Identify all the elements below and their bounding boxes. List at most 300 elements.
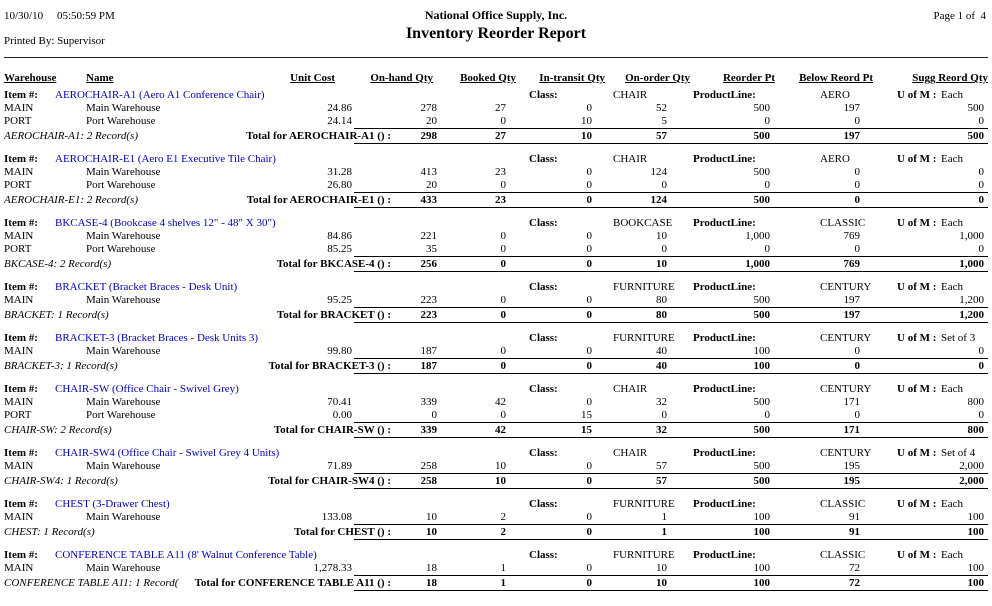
col-intransit-qty: In-transit Qty: [539, 72, 605, 84]
item-link[interactable]: CHEST (3-Drawer Chest): [55, 498, 170, 510]
reorder-pt-value: 500: [753, 396, 770, 408]
class-label: Class:: [529, 89, 558, 101]
sugg-reord-qty-value: 500: [967, 102, 984, 114]
intransit-qty-value: 0: [586, 102, 592, 114]
page-indicator: Page 1 of 4: [933, 10, 986, 22]
unit-cost-value: 99.80: [327, 345, 352, 357]
total-onhand: 18: [354, 575, 449, 591]
warehouse-row: [4, 345, 988, 358]
below-reord-pt-value: 91: [849, 511, 860, 523]
print-time: 05:50:59 PM: [57, 10, 115, 22]
warehouse-code: MAIN: [4, 460, 34, 472]
onorder-qty-value: 0: [661, 409, 667, 421]
onhand-qty-value: 339: [420, 396, 437, 408]
total-onorder: 1: [622, 524, 707, 540]
uom-value: Each: [941, 281, 963, 293]
class-label: Class:: [529, 281, 558, 293]
class-value: CHAIR: [613, 383, 648, 395]
unit-cost-value: 1,278.33: [313, 562, 352, 574]
total-sugg: 0: [890, 192, 988, 208]
product-line-value: CENTURY: [820, 332, 872, 344]
warehouse-code: PORT: [4, 243, 32, 255]
item-block: [4, 216, 988, 272]
warehouse-row: [4, 230, 988, 243]
warehouse-row: [4, 460, 988, 473]
product-line-label: ProductLine:: [693, 281, 756, 293]
warehouse-row: [4, 396, 988, 409]
item-link[interactable]: AEROCHAIR-E1 (Aero E1 Executive Tile Chair): [55, 153, 276, 165]
total-onorder: 124: [622, 192, 707, 208]
total-booked: 10: [449, 473, 532, 489]
sugg-reord-qty-value: 1,200: [959, 294, 984, 306]
onhand-qty-value: 20: [426, 179, 437, 191]
warehouse-code: MAIN: [4, 396, 34, 408]
intransit-qty-value: 0: [586, 460, 592, 472]
warehouse-code: MAIN: [4, 230, 34, 242]
company-name: National Office Supply, Inc.: [424, 8, 568, 22]
print-date: 10/30/10: [4, 10, 44, 22]
total-sugg: 500: [890, 128, 988, 144]
unit-cost-value: 84.86: [327, 230, 352, 242]
total-reorder: 500: [707, 473, 792, 489]
booked-qty-value: 0: [500, 243, 506, 255]
reorder-pt-value: 100: [753, 562, 770, 574]
onhand-qty-value: 413: [420, 166, 437, 178]
total-onhand: 256: [354, 256, 449, 272]
below-reord-pt-value: 769: [843, 230, 860, 242]
uom-value: Each: [941, 383, 963, 395]
total-booked: 23: [449, 192, 532, 208]
total-label: Total for AEROCHAIR-A1 () :: [246, 130, 391, 142]
onorder-qty-value: 32: [656, 396, 667, 408]
intransit-qty-value: 0: [586, 511, 592, 523]
record-count: CHEST: 1 Record(s): [4, 526, 95, 538]
product-line-value: CLASSIC: [820, 549, 866, 561]
warehouse-code: MAIN: [4, 166, 34, 178]
total-label: Total for BRACKET-3 () :: [268, 360, 391, 372]
unit-cost-value: 26.80: [327, 179, 352, 191]
total-values-row: [4, 256, 988, 272]
reorder-pt-value: 0: [764, 179, 770, 191]
uom-value: Each: [941, 498, 963, 510]
total-intransit: 0: [532, 473, 622, 489]
warehouse-name: Port Warehouse: [86, 409, 156, 421]
item-number-label: Item #:: [4, 383, 38, 395]
unit-cost-value: 31.28: [327, 166, 352, 178]
below-reord-pt-value: 72: [849, 562, 860, 574]
item-header-row: [4, 216, 988, 230]
item-block: [4, 152, 988, 208]
warehouse-name: Port Warehouse: [86, 243, 156, 255]
sugg-reord-qty-value: 100: [967, 511, 984, 523]
item-total-row: [4, 575, 988, 591]
total-intransit: 0: [532, 358, 622, 374]
item-header-row: [4, 152, 988, 166]
product-line-label: ProductLine:: [693, 447, 756, 459]
total-booked: 0: [449, 256, 532, 272]
product-line-value: CENTURY: [820, 383, 872, 395]
warehouse-row: [4, 115, 988, 128]
onorder-qty-value: 57: [656, 460, 667, 472]
col-unit-cost: Unit Cost: [290, 72, 335, 84]
class-value: FURNITURE: [613, 281, 675, 293]
onorder-qty-value: 80: [656, 294, 667, 306]
total-reorder: 100: [707, 358, 792, 374]
total-onhand: 223: [354, 307, 449, 323]
total-values-row: [4, 192, 988, 208]
col-reorder-pt: Reorder Pt: [722, 72, 775, 84]
item-number-label: Item #:: [4, 332, 38, 344]
booked-qty-value: 0: [500, 179, 506, 191]
total-values-row: [4, 524, 988, 540]
item-link[interactable]: BKCASE-4 (Bookcase 4 shelves 12" - 48" X 30"): [55, 217, 276, 229]
total-booked: 0: [449, 307, 532, 323]
warehouse-name: Main Warehouse: [86, 166, 161, 178]
warehouse-code: MAIN: [4, 294, 34, 306]
item-header-row: [4, 548, 988, 562]
total-sugg: 2,000: [890, 473, 988, 489]
reorder-pt-value: 100: [753, 345, 770, 357]
item-total-row: [4, 256, 988, 272]
total-below: 0: [792, 192, 890, 208]
total-label: Total for BKCASE-4 () :: [276, 258, 391, 270]
item-link[interactable]: CHAIR-SW (Office Chair - Swivel Grey): [55, 383, 239, 395]
item-block: [4, 497, 988, 540]
item-total-row: [4, 192, 988, 208]
warehouse-name: Main Warehouse: [86, 230, 161, 242]
onhand-qty-value: 278: [420, 102, 437, 114]
total-reorder: 100: [707, 575, 792, 591]
uom-value: Each: [941, 89, 963, 101]
total-intransit: 0: [532, 307, 622, 323]
product-line-label: ProductLine:: [693, 383, 756, 395]
page-title: Inventory Reorder Report: [405, 25, 587, 42]
intransit-qty-value: 0: [586, 243, 592, 255]
below-reord-pt-value: 0: [854, 345, 860, 357]
unit-cost-value: 70.41: [327, 396, 352, 408]
warehouse-name: Main Warehouse: [86, 396, 161, 408]
sugg-reord-qty-value: 0: [978, 179, 984, 191]
total-sugg: 100: [890, 575, 988, 591]
total-below: 197: [792, 128, 890, 144]
sugg-reord-qty-value: 0: [978, 345, 984, 357]
item-number-label: Item #:: [4, 153, 38, 165]
col-onhand-qty: On-hand Qty: [370, 72, 433, 84]
reorder-pt-value: 500: [753, 102, 770, 114]
sugg-reord-qty-value: 800: [967, 396, 984, 408]
record-count: CONFERENCE TABLE A11: 1 Record(: [4, 577, 179, 589]
total-onhand: 339: [354, 422, 449, 438]
sugg-reord-qty-value: 0: [978, 115, 984, 127]
uom-value: Set of 4: [941, 447, 976, 459]
class-label: Class:: [529, 498, 558, 510]
intransit-qty-value: 15: [581, 409, 592, 421]
product-line-value: AERO: [820, 153, 850, 165]
below-reord-pt-value: 195: [843, 460, 860, 472]
item-link[interactable]: CONFERENCE TABLE A11 (8' Walnut Conference Table): [55, 549, 317, 561]
sugg-reord-qty-value: 100: [967, 562, 984, 574]
total-label: Total for CHAIR-SW4 () :: [268, 475, 391, 487]
col-name: Name: [86, 72, 114, 84]
uom-label: U of M :: [897, 153, 937, 165]
total-onorder: 57: [622, 473, 707, 489]
total-sugg: 1,200: [890, 307, 988, 323]
col-below-reord-pt: Below Reord Pt: [799, 72, 873, 84]
below-reord-pt-value: 171: [843, 396, 860, 408]
warehouse-row: [4, 562, 988, 575]
booked-qty-value: 0: [500, 294, 506, 306]
booked-qty-value: 0: [500, 345, 506, 357]
total-booked: 1: [449, 575, 532, 591]
item-block: [4, 280, 988, 323]
report-header: [4, 0, 988, 58]
report-body: [4, 88, 988, 591]
onhand-qty-value: 0: [431, 409, 437, 421]
product-line-label: ProductLine:: [693, 217, 756, 229]
total-below: 171: [792, 422, 890, 438]
reorder-pt-value: 1,000: [745, 230, 770, 242]
warehouse-code: PORT: [4, 115, 32, 127]
onorder-qty-value: 52: [656, 102, 667, 114]
product-line-value: CENTURY: [820, 281, 872, 293]
class-value: FURNITURE: [613, 498, 675, 510]
total-booked: 27: [449, 128, 532, 144]
onorder-qty-value: 0: [661, 179, 667, 191]
below-reord-pt-value: 0: [854, 409, 860, 421]
product-line-label: ProductLine:: [693, 498, 756, 510]
total-reorder: 500: [707, 422, 792, 438]
total-label: Total for BRACKET () :: [276, 309, 391, 321]
total-reorder: 500: [707, 192, 792, 208]
onhand-qty-value: 187: [420, 345, 437, 357]
class-label: Class:: [529, 447, 558, 459]
item-header-row: [4, 280, 988, 294]
total-intransit: 0: [532, 256, 622, 272]
warehouse-code: MAIN: [4, 562, 34, 574]
below-reord-pt-value: 0: [854, 115, 860, 127]
total-sugg: 1,000: [890, 256, 988, 272]
booked-qty-value: 0: [500, 409, 506, 421]
item-total-row: [4, 473, 988, 489]
printed-by: Printed By: Supervisor: [4, 35, 105, 47]
total-values-row: [4, 128, 988, 144]
class-value: CHAIR: [613, 89, 648, 101]
below-reord-pt-value: 197: [843, 294, 860, 306]
class-label: Class:: [529, 153, 558, 165]
total-label: Total for CONFERENCE TABLE A11 () :: [194, 577, 391, 589]
class-value: CHAIR: [613, 153, 648, 165]
onhand-qty-value: 35: [426, 243, 437, 255]
item-total-row: [4, 524, 988, 540]
onorder-qty-value: 0: [661, 243, 667, 255]
item-number-label: Item #:: [4, 217, 38, 229]
total-booked: 2: [449, 524, 532, 540]
below-reord-pt-value: 197: [843, 102, 860, 114]
onhand-qty-value: 223: [420, 294, 437, 306]
warehouse-name: Main Warehouse: [86, 102, 161, 114]
intransit-qty-value: 0: [586, 562, 592, 574]
reorder-pt-value: 500: [753, 460, 770, 472]
uom-label: U of M :: [897, 281, 937, 293]
warehouse-code: PORT: [4, 179, 32, 191]
item-number-label: Item #:: [4, 498, 38, 510]
total-onorder: 10: [622, 256, 707, 272]
onhand-qty-value: 20: [426, 115, 437, 127]
col-onorder-qty: On-order Qty: [625, 72, 690, 84]
item-header-row: [4, 331, 988, 345]
class-value: FURNITURE: [613, 549, 675, 561]
warehouse-row: [4, 179, 988, 192]
sugg-reord-qty-value: 0: [978, 166, 984, 178]
item-total-row: [4, 128, 988, 144]
warehouse-row: [4, 102, 988, 115]
warehouse-row: [4, 511, 988, 524]
record-count: BRACKET-3: 1 Record(s): [4, 360, 118, 372]
onhand-qty-value: 10: [426, 511, 437, 523]
below-reord-pt-value: 0: [854, 243, 860, 255]
intransit-qty-value: 0: [586, 179, 592, 191]
product-line-label: ProductLine:: [693, 332, 756, 344]
total-values-row: [4, 473, 988, 489]
class-label: Class:: [529, 332, 558, 344]
item-total-row: [4, 422, 988, 438]
warehouse-row: [4, 243, 988, 256]
item-number-label: Item #:: [4, 89, 38, 101]
uom-value: Each: [941, 153, 963, 165]
total-onorder: 10: [622, 575, 707, 591]
product-line-value: CLASSIC: [820, 217, 866, 229]
booked-qty-value: 0: [500, 115, 506, 127]
unit-cost-value: 133.08: [321, 511, 352, 523]
uom-label: U of M :: [897, 217, 937, 229]
onhand-qty-value: 221: [420, 230, 437, 242]
product-line-value: CENTURY: [820, 447, 872, 459]
item-link[interactable]: AEROCHAIR-A1 (Aero A1 Conference Chair): [55, 89, 265, 101]
total-label: Total for CHEST () :: [294, 526, 391, 538]
total-reorder: 1,000: [707, 256, 792, 272]
item-link[interactable]: BRACKET-3 (Bracket Braces - Desk Units 3): [55, 332, 259, 344]
reorder-pt-value: 500: [753, 294, 770, 306]
total-intransit: 0: [532, 524, 622, 540]
item-header-row: [4, 382, 988, 396]
item-number-label: Item #:: [4, 549, 38, 561]
booked-qty-value: 1: [500, 562, 506, 574]
total-below: 195: [792, 473, 890, 489]
reorder-pt-value: 500: [753, 166, 770, 178]
total-onorder: 57: [622, 128, 707, 144]
sugg-reord-qty-value: 0: [978, 409, 984, 421]
intransit-qty-value: 10: [581, 115, 592, 127]
total-intransit: 0: [532, 192, 622, 208]
warehouse-code: MAIN: [4, 511, 34, 523]
total-below: 72: [792, 575, 890, 591]
total-onhand: 187: [354, 358, 449, 374]
warehouse-name: Main Warehouse: [86, 345, 161, 357]
item-header-row: [4, 446, 988, 460]
record-count: CHAIR-SW: 2 Record(s): [4, 424, 112, 436]
record-count: BKCASE-4: 2 Record(s): [4, 258, 112, 270]
uom-label: U of M :: [897, 447, 937, 459]
total-label: Total for CHAIR-SW () :: [273, 424, 391, 436]
unit-cost-value: 71.89: [327, 460, 352, 472]
item-block: [4, 331, 988, 374]
uom-label: U of M :: [897, 549, 937, 561]
product-line-label: ProductLine:: [693, 89, 756, 101]
class-value: FURNITURE: [613, 332, 675, 344]
onorder-qty-value: 124: [650, 166, 667, 178]
total-booked: 42: [449, 422, 532, 438]
warehouse-code: MAIN: [4, 102, 34, 114]
total-booked: 0: [449, 358, 532, 374]
item-header-row: [4, 497, 988, 511]
unit-cost-value: 24.14: [327, 115, 352, 127]
onhand-qty-value: 258: [420, 460, 437, 472]
total-sugg: 100: [890, 524, 988, 540]
intransit-qty-value: 0: [586, 396, 592, 408]
booked-qty-value: 27: [495, 102, 506, 114]
total-values-row: [4, 307, 988, 323]
total-sugg: 800: [890, 422, 988, 438]
class-label: Class:: [529, 217, 558, 229]
item-total-row: [4, 358, 988, 374]
uom-label: U of M :: [897, 89, 937, 101]
total-below: 0: [792, 358, 890, 374]
total-onhand: 433: [354, 192, 449, 208]
total-intransit: 10: [532, 128, 622, 144]
uom-label: U of M :: [897, 498, 937, 510]
total-reorder: 500: [707, 307, 792, 323]
item-link[interactable]: CHAIR-SW4 (Office Chair - Swivel Grey 4 Units): [55, 447, 280, 459]
total-intransit: 15: [532, 422, 622, 438]
warehouse-name: Main Warehouse: [86, 511, 161, 523]
product-line-label: ProductLine:: [693, 153, 756, 165]
warehouse-code: MAIN: [4, 345, 34, 357]
uom-value: Each: [941, 549, 963, 561]
warehouse-name: Port Warehouse: [86, 115, 156, 127]
sugg-reord-qty-value: 2,000: [959, 460, 984, 472]
product-line-label: ProductLine:: [693, 549, 756, 561]
total-onorder: 40: [622, 358, 707, 374]
warehouse-name: Main Warehouse: [86, 460, 161, 472]
sugg-reord-qty-value: 0: [978, 243, 984, 255]
total-reorder: 500: [707, 128, 792, 144]
booked-qty-value: 0: [500, 230, 506, 242]
item-block: [4, 88, 988, 144]
onorder-qty-value: 10: [656, 230, 667, 242]
uom-value: Each: [941, 217, 963, 229]
booked-qty-value: 42: [495, 396, 506, 408]
intransit-qty-value: 0: [586, 294, 592, 306]
total-onorder: 32: [622, 422, 707, 438]
product-line-value: CLASSIC: [820, 498, 866, 510]
total-values-row: [4, 422, 988, 438]
warehouse-name: Port Warehouse: [86, 179, 156, 191]
warehouse-row: [4, 294, 988, 307]
total-intransit: 0: [532, 575, 622, 591]
total-below: 197: [792, 307, 890, 323]
onorder-qty-value: 40: [656, 345, 667, 357]
unit-cost-value: 85.25: [327, 243, 352, 255]
reorder-pt-value: 0: [764, 115, 770, 127]
warehouse-name: Main Warehouse: [86, 294, 161, 306]
reorder-pt-value: 0: [764, 243, 770, 255]
onorder-qty-value: 1: [661, 511, 667, 523]
item-header-row: [4, 88, 988, 102]
sugg-reord-qty-value: 1,000: [959, 230, 984, 242]
unit-cost-value: 0.00: [332, 409, 352, 421]
item-link[interactable]: BRACKET (Bracket Braces - Desk Unit): [55, 281, 238, 293]
total-onhand: 10: [354, 524, 449, 540]
